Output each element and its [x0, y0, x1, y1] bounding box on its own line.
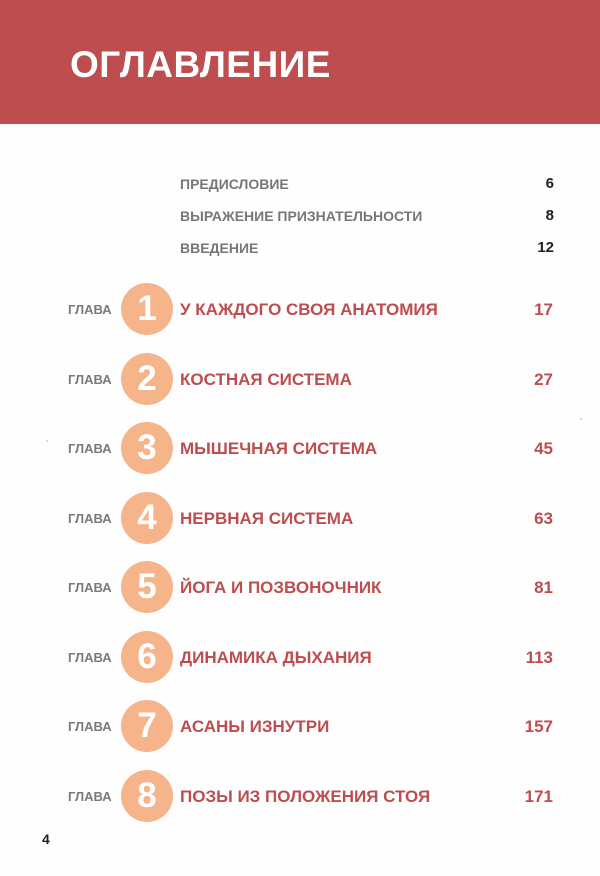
chapter-number: 4 [137, 498, 157, 537]
chapter-label: ГЛАВА [68, 789, 112, 804]
toc-entry-introduction[interactable] [180, 238, 554, 258]
toc-chapter-2[interactable] [0, 353, 600, 407]
toc-chapter-8[interactable] [0, 770, 600, 824]
chapter-number: 7 [137, 706, 157, 745]
header-banner [0, 0, 600, 124]
chapter-label: ГЛАВА [68, 302, 112, 317]
chapter-label: ГЛАВА [68, 650, 112, 665]
chapter-page: 157 [524, 717, 553, 736]
chapter-number: 8 [137, 776, 157, 815]
toc-entry-label: ВЫРАЖЕНИЕ ПРИЗНАТЕЛЬНОСТИ [180, 208, 423, 224]
toc-entry-label: ВВЕДЕНИЕ [180, 240, 259, 256]
chapter-label: ГЛАВА [68, 511, 112, 526]
page-number: 4 [42, 831, 50, 847]
chapter-title: ДИНАМИКА ДЫХАНИЯ [180, 648, 372, 667]
chapter-title: ЙОГА И ПОЗВОНОЧНИК [180, 578, 382, 597]
toc-entry-page: 6 [545, 175, 554, 192]
scan-speck [46, 440, 48, 442]
chapter-number: 5 [137, 567, 157, 606]
chapter-title: КОСТНАЯ СИСТЕМА [180, 370, 352, 389]
toc-chapter-7[interactable] [0, 700, 600, 754]
chapter-number: 6 [137, 637, 157, 676]
chapter-number-badge [121, 283, 173, 335]
chapter-page: 45 [534, 439, 553, 458]
chapter-title: НЕРВНАЯ СИСТЕМА [180, 509, 354, 528]
toc-entry-page: 12 [537, 239, 554, 256]
chapter-label: ГЛАВА [68, 580, 112, 595]
toc-chapter-3[interactable] [0, 422, 600, 476]
chapter-number-badge [121, 492, 173, 544]
chapter-title: У КАЖДОГО СВОЯ АНАТОМИЯ [180, 300, 438, 319]
chapter-page: 171 [524, 787, 553, 806]
toc-entry-acknowledgements[interactable] [180, 206, 554, 226]
chapter-label: ГЛАВА [68, 719, 112, 734]
chapter-title: АСАНЫ ИЗНУТРИ [180, 717, 330, 736]
chapter-number-badge [121, 422, 173, 474]
chapter-number: 2 [137, 359, 157, 398]
toc-entry-label: ПРЕДИСЛОВИЕ [180, 176, 289, 192]
chapter-title: МЫШЕЧНАЯ СИСТЕМА [180, 439, 378, 458]
chapter-page: 63 [534, 509, 553, 528]
chapter-page: 27 [534, 370, 553, 389]
chapter-number-badge [121, 353, 173, 405]
chapter-page: 17 [534, 300, 553, 319]
toc-chapter-4[interactable] [0, 492, 600, 546]
chapter-number: 3 [137, 428, 157, 467]
chapter-label: ГЛАВА [68, 372, 112, 387]
toc-chapter-1[interactable] [0, 283, 600, 337]
page-title: ОГЛАВЛЕНИЕ [70, 44, 331, 85]
chapter-page: 81 [534, 578, 553, 597]
toc-chapter-5[interactable] [0, 561, 600, 615]
scan-speck [580, 418, 582, 420]
chapter-page: 113 [525, 648, 553, 667]
chapter-title: ПОЗЫ ИЗ ПОЛОЖЕНИЯ СТОЯ [180, 787, 431, 806]
chapter-number-badge [121, 561, 173, 613]
toc-entry-page: 8 [545, 207, 554, 224]
chapter-number-badge [121, 700, 173, 752]
chapter-number-badge [121, 631, 173, 683]
toc-entry-preface[interactable] [180, 174, 554, 194]
chapter-number: 1 [137, 289, 157, 328]
toc-chapter-6[interactable] [0, 631, 600, 685]
chapter-number-badge [121, 770, 173, 822]
chapter-label: ГЛАВА [68, 441, 112, 456]
